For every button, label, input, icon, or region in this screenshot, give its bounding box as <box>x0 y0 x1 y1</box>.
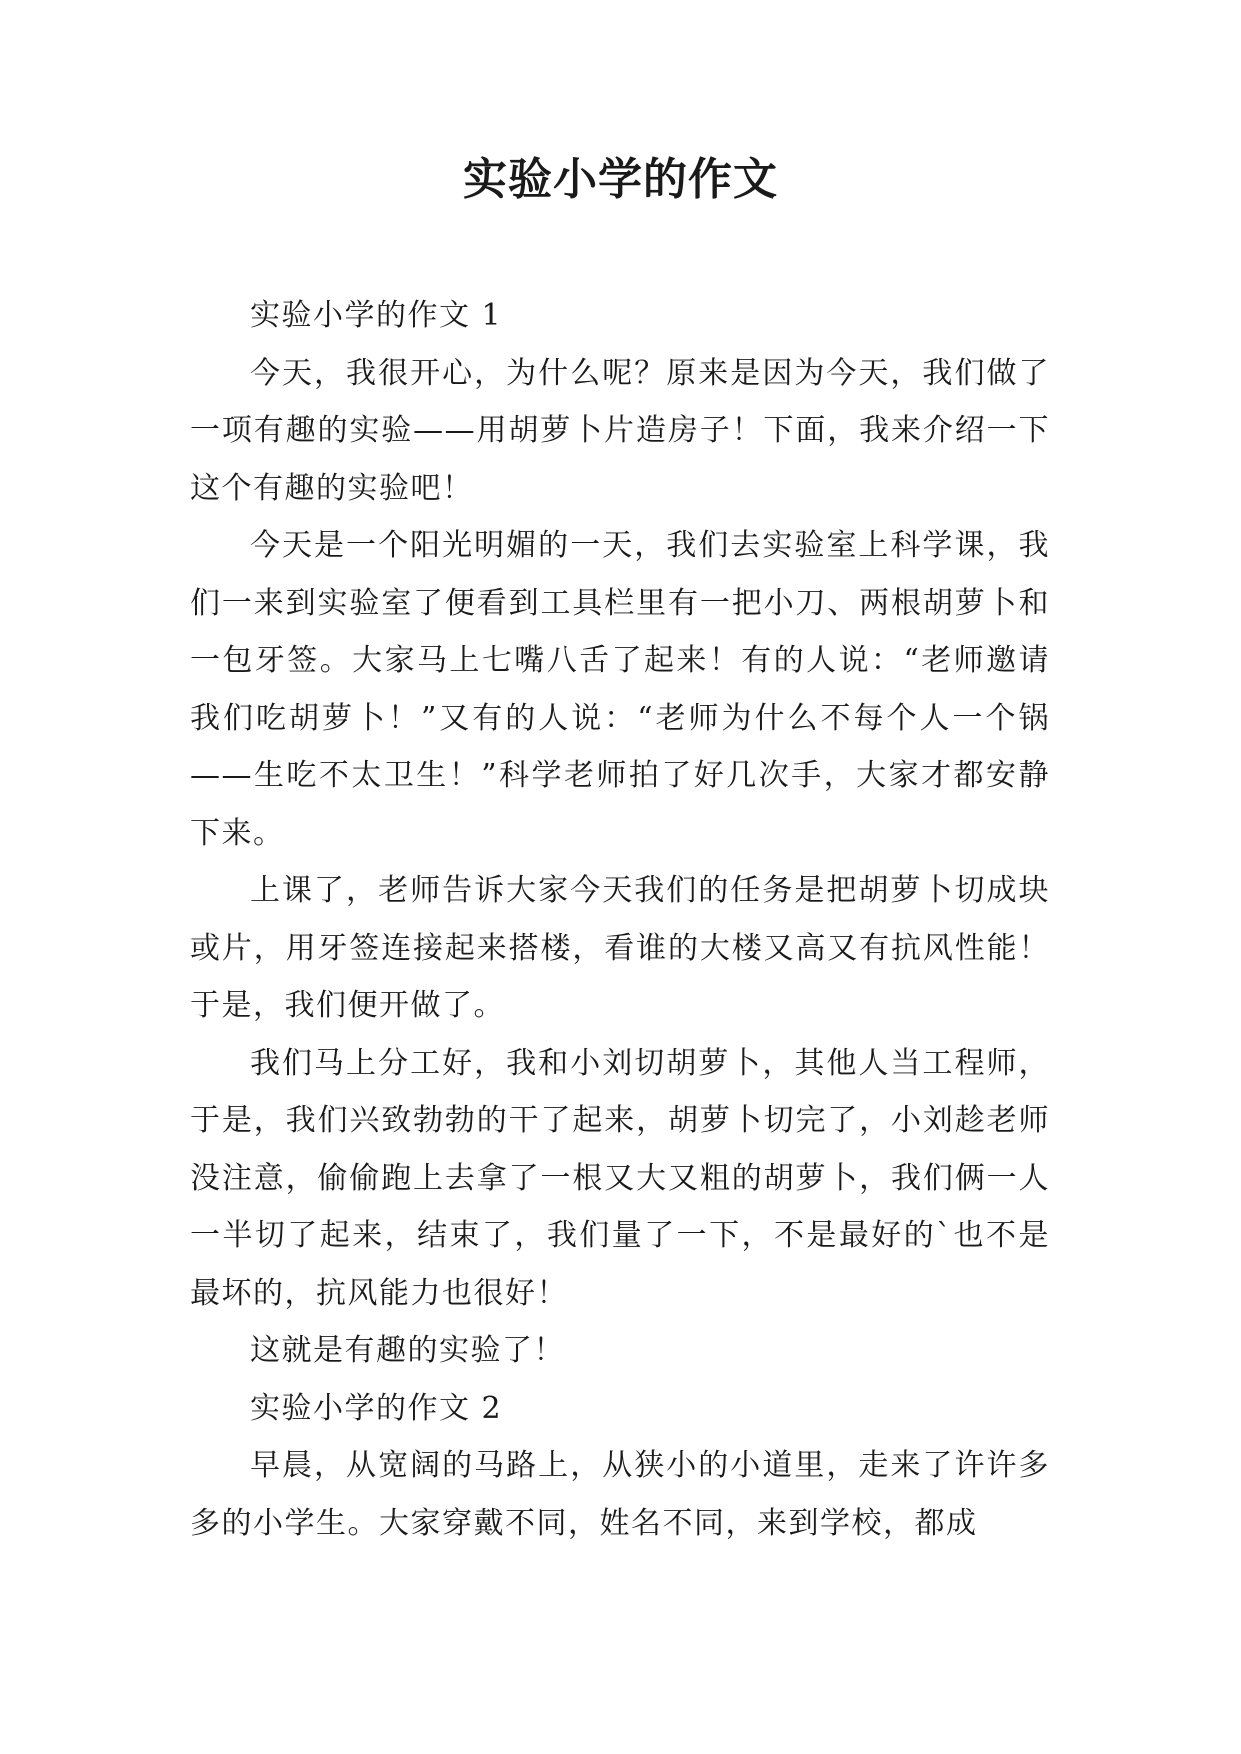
paragraph: 上课了，老师告诉大家今天我们的任务是把胡萝卜切成块或片，用牙签连接起来搭楼，看谁的大楼又高又有抗风性能！于是，我们便开做了。 <box>190 873 1050 1023</box>
paragraph: 今天是一个阳光明媚的一天，我们去实验室上科学课，我们一来到实验室了便看到工具栏里有一把小刀、两根胡萝卜和一包牙签。大家马上七嘴八舌了起来！有的人说：“老师邀请我们吃胡萝卜！”又有的人说：“老师为什么不每个人一个锅——生吃不太卫生！”科学老师拍了好几次手，大家才都安静下来。 <box>190 528 1050 851</box>
paragraph: 这就是有趣的实验了！ <box>250 1333 565 1368</box>
paragraph: 早晨，从宽阔的马路上，从狭小的小道里，走来了许许多多的小学生。大家穿戴不同，姓名不同，来到学校，都成 <box>190 1448 1050 1541</box>
document-title: 实验小学的作文 <box>463 154 778 205</box>
section-heading: 实验小学的作文 1 <box>250 298 503 333</box>
section-heading: 实验小学的作文 2 <box>250 1390 503 1426</box>
document-body <box>190 287 1050 1552</box>
paragraph: 我们马上分工好，我和小刘切胡萝卜，其他人当工程师，于是，我们兴致勃勃的干了起来，胡萝卜切完了，小刘趁老师没注意，偷偷跑上去拿了一根又大又粗的胡萝卜，我们俩一人一半切了起来，结束了，我们量了一下，不是最好的`也不是最坏的，抗风能力也很好！ <box>190 1045 1050 1311</box>
paragraph: 今天，我很开心，为什么呢？原来是因为今天，我们做了一项有趣的实验——用胡萝卜片造房子！下面，我来介绍一下这个有趣的实验吧！ <box>190 355 1050 506</box>
